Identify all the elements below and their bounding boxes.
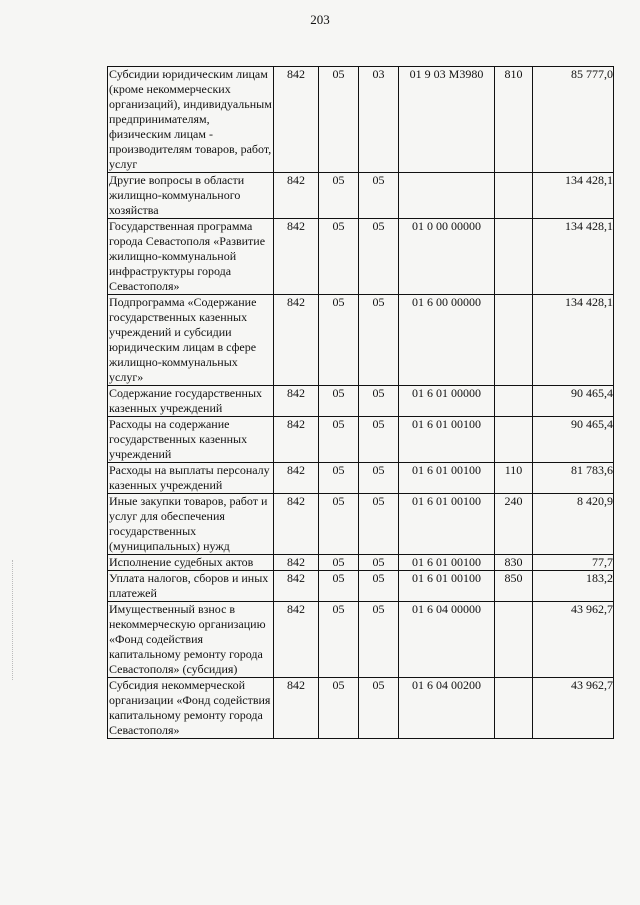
- expense-name-cell: Субсидия некоммерческой организации «Фонд содействия капитальному ремонту города Севастополя»: [108, 678, 274, 739]
- target-article-cell: 01 9 03 М3980: [399, 67, 495, 173]
- table-row: [108, 173, 614, 219]
- subsection-code-cell: 05: [359, 678, 399, 739]
- target-article-cell: 01 0 00 00000: [399, 219, 495, 295]
- ministry-code-cell: 842: [274, 555, 319, 571]
- target-article-cell: 01 6 01 00100: [399, 555, 495, 571]
- ministry-code-cell: 842: [274, 494, 319, 555]
- page-number: 203: [310, 12, 330, 27]
- amount-cell: 43 962,7: [533, 678, 614, 739]
- target-article-cell: 01 6 01 00100: [399, 494, 495, 555]
- target-article-cell: 01 6 04 00200: [399, 678, 495, 739]
- expense-type-cell: 830: [495, 555, 533, 571]
- amount-cell: 90 465,4: [533, 417, 614, 463]
- ministry-code-cell: 842: [274, 678, 319, 739]
- amount-cell: 134 428,1: [533, 295, 614, 386]
- ministry-code-cell: 842: [274, 386, 319, 417]
- table-row: [108, 219, 614, 295]
- expense-type-cell: [495, 219, 533, 295]
- expense-name-cell: Другие вопросы в области жилищно-коммунального хозяйства: [108, 173, 274, 219]
- section-code-cell: 05: [319, 494, 359, 555]
- subsection-code-cell: 03: [359, 67, 399, 173]
- table-row: [108, 295, 614, 386]
- section-code-cell: 05: [319, 67, 359, 173]
- ministry-code-cell: 842: [274, 417, 319, 463]
- amount-cell: 85 777,0: [533, 67, 614, 173]
- target-article-cell: 01 6 01 00100: [399, 417, 495, 463]
- ministry-code-cell: 842: [274, 571, 319, 602]
- ministry-code-cell: 842: [274, 173, 319, 219]
- ministry-code-cell: 842: [274, 67, 319, 173]
- subsection-code-cell: 05: [359, 386, 399, 417]
- ministry-code-cell: 842: [274, 602, 319, 678]
- section-code-cell: 05: [319, 555, 359, 571]
- expense-type-cell: [495, 386, 533, 417]
- section-code-cell: 05: [319, 417, 359, 463]
- expense-type-cell: [495, 678, 533, 739]
- section-code-cell: 05: [319, 571, 359, 602]
- expense-type-cell: [495, 602, 533, 678]
- expense-name-cell: Субсидии юридическим лицам (кроме некоммерческих организаций), индивидуальным предпринимателям, физическим лицам - производителям товаров, работ, услуг: [109, 67, 272, 171]
- target-article-cell: 01 6 01 00000: [399, 386, 495, 417]
- subsection-code-cell: 05: [359, 602, 399, 678]
- expense-name-cell: Подпрограмма «Содержание государственных казенных учреждений и субсидии юридическим лицам в сфере жилищно-коммунальных услуг»: [108, 295, 274, 386]
- amount-cell: 43 962,7: [533, 602, 614, 678]
- subsection-code-cell: 05: [359, 463, 399, 494]
- target-article-cell: 01 6 01 00100: [399, 463, 495, 494]
- section-code-cell: 05: [319, 602, 359, 678]
- subsection-code-cell: 05: [359, 173, 399, 219]
- budget-table: [107, 66, 614, 739]
- amount-cell: 90 465,4: [533, 386, 614, 417]
- expense-type-cell: 240: [495, 494, 533, 555]
- ministry-code-cell: 842: [274, 219, 319, 295]
- expense-type-cell: 810: [495, 67, 533, 173]
- amount-cell: 77,7: [533, 555, 614, 571]
- expense-type-cell: 110: [495, 463, 533, 494]
- table-row: [108, 386, 614, 417]
- subsection-code-cell: 05: [359, 494, 399, 555]
- section-code-cell: 05: [319, 678, 359, 739]
- expense-name-cell: Расходы на содержание государственных казенных учреждений: [108, 417, 274, 463]
- table-row: [108, 463, 614, 494]
- target-article-cell: [399, 173, 495, 219]
- amount-cell: 8 420,9: [533, 494, 614, 555]
- section-code-cell: 05: [319, 386, 359, 417]
- table-row: [108, 602, 614, 678]
- expense-type-cell: [495, 295, 533, 386]
- expense-name-cell: Имущественный взнос в некоммерческую организацию «Фонд содействия капитальному ремонту города Севастополя» (субсидия): [108, 602, 274, 678]
- ministry-code-cell: 842: [274, 463, 319, 494]
- scan-margin-mark: [12, 560, 14, 680]
- subsection-code-cell: 05: [359, 417, 399, 463]
- table-row: [108, 571, 614, 602]
- amount-cell: 81 783,6: [533, 463, 614, 494]
- expense-name-cell: Иные закупки товаров, работ и услуг для обеспечения государственных (муниципальных) нужд: [108, 494, 274, 555]
- budget-table-body: [108, 67, 614, 739]
- expense-type-cell: 850: [495, 571, 533, 602]
- section-code-cell: 05: [319, 219, 359, 295]
- subsection-code-cell: 05: [359, 555, 399, 571]
- table-row: [108, 555, 614, 571]
- expense-name-cell: Содержание государственных казенных учреждений: [108, 386, 274, 417]
- expense-type-cell: [495, 417, 533, 463]
- table-row: [108, 678, 614, 739]
- amount-cell: 134 428,1: [533, 173, 614, 219]
- target-article-cell: 01 6 04 00000: [399, 602, 495, 678]
- subsection-code-cell: 05: [359, 219, 399, 295]
- expense-name-cell: Исполнение судебных актов: [108, 555, 274, 571]
- section-code-cell: 05: [319, 173, 359, 219]
- subsection-code-cell: 05: [359, 571, 399, 602]
- ministry-code-cell: 842: [274, 295, 319, 386]
- expense-name-cell: Расходы на выплаты персоналу казенных учреждений: [108, 463, 274, 494]
- expense-type-cell: [495, 173, 533, 219]
- section-code-cell: 05: [319, 295, 359, 386]
- section-code-cell: 05: [319, 463, 359, 494]
- table-row: [108, 417, 614, 463]
- expense-name-cell: Уплата налогов, сборов и иных платежей: [108, 571, 274, 602]
- target-article-cell: 01 6 00 00000: [399, 295, 495, 386]
- amount-cell: 183,2: [533, 571, 614, 602]
- table-row: [108, 494, 614, 555]
- target-article-cell: 01 6 01 00100: [399, 571, 495, 602]
- table-row: [108, 67, 614, 173]
- subsection-code-cell: 05: [359, 295, 399, 386]
- expense-name-cell: Государственная программа города Севастополя «Развитие жилищно-коммунальной инфраструктуры города Севастополя»: [108, 219, 274, 295]
- amount-cell: 134 428,1: [533, 219, 614, 295]
